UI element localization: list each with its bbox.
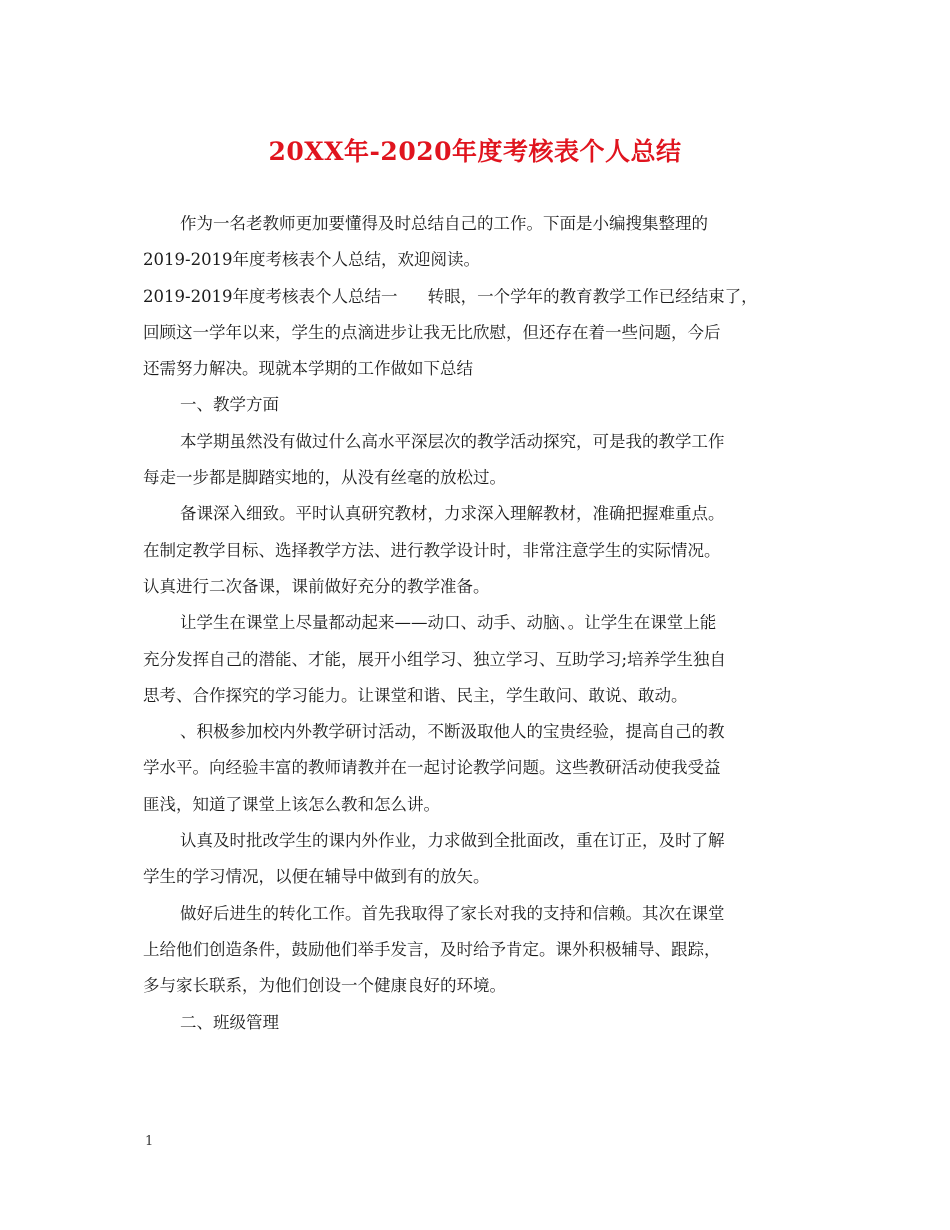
document-body xyxy=(143,206,823,1041)
text-line xyxy=(143,750,823,786)
text-line-content: 让学生在课堂上尽量都动起来——动口、动手、动脑、。让学生在课堂上能 xyxy=(180,613,717,633)
text-line-content: 学生的学习情况，以便在辅导中做到有的放矢。 xyxy=(143,867,490,887)
text-line-content: 回顾这一学年以来，学生的点滴进步让我无比欣慰，但还存在着一些问题，今后 xyxy=(143,322,721,342)
text-line xyxy=(143,206,823,242)
text-line-content: 做好后进生的转化工作。首先我取得了家长对我的支持和信赖。其次在课堂 xyxy=(180,903,725,923)
text-line xyxy=(143,569,823,605)
text-line-content: 、积极参加校内外教学研讨活动，不断汲取他人的宝贵经验，提高自己的教 xyxy=(180,722,725,742)
text-line xyxy=(143,787,823,823)
text-line xyxy=(143,642,823,678)
page-number: 1 xyxy=(145,1134,154,1149)
text-line-content: 思考、合作探究的学习能力。让课堂和谐、民主，学生敢问、敢说、敢动。 xyxy=(143,685,688,705)
text-line xyxy=(143,242,823,278)
text-line xyxy=(143,605,823,641)
text-line xyxy=(143,823,823,859)
text-line-content: 充分发挥自己的潜能、才能，展开小组学习、独立学习、互助学习;培养学生独自 xyxy=(143,649,727,669)
text-line xyxy=(143,1005,823,1041)
text-line xyxy=(143,315,823,351)
text-line-content: 认真及时批改学生的课内外作业，力求做到全批面改，重在订正，及时了解 xyxy=(180,831,725,851)
text-line xyxy=(143,279,823,315)
text-line-content: 还需努力解决。现就本学期的工作做如下总结 xyxy=(143,359,473,379)
text-line xyxy=(143,968,823,1004)
text-line xyxy=(143,424,823,460)
text-line-content: 认真进行二次备课，课前做好充分的教学准备。 xyxy=(143,576,490,596)
text-line xyxy=(143,496,823,532)
text-line-content: 2019-2019年度考核表个人总结，欢迎阅读。 xyxy=(143,250,481,270)
text-line-content: 2019-2019年度考核表个人总结一 xyxy=(143,286,398,306)
text-line-content: 匪浅，知道了课堂上该怎么教和怎么讲。 xyxy=(143,794,440,814)
text-line xyxy=(143,678,823,714)
text-line xyxy=(143,896,823,932)
text-line-content: 二、班级管理 xyxy=(180,1012,279,1032)
text-line-content: 作为一名老教师更加要懂得及时总结自己的工作。下面是小编搜集整理的 xyxy=(180,214,708,233)
text-line-content: 在制定教学目标、选择教学方法、进行教学设计时，非常注意学生的实际情况。 xyxy=(143,540,721,560)
text-line-content: 每走一步都是脚踏实地的，从没有丝毫的放松过。 xyxy=(143,468,506,488)
document-title: 20XX年-2020年度考核表个人总结 xyxy=(268,137,682,166)
text-line xyxy=(143,351,823,387)
text-line-content: 多与家长联系，为他们创设一个健康良好的环境。 xyxy=(143,976,506,996)
text-line-content: 一、教学方面 xyxy=(180,395,279,415)
text-line-content: 学水平。向经验丰富的教师请教并在一起讨论教学问题。这些教研活动使我受益 xyxy=(143,758,721,778)
text-line-continuation: 转眼，一个学年的教育教学工作已经结束了， xyxy=(427,286,758,306)
text-line-content: 本学期虽然没有做过什么高水平深层次的教学活动探究，可是我的教学工作 xyxy=(180,431,725,451)
text-line xyxy=(143,859,823,895)
text-line xyxy=(143,714,823,750)
text-line xyxy=(143,460,823,496)
text-line-content: 备课深入细致。平时认真研究教材，力求深入理解教材，准确把握难重点。 xyxy=(180,504,725,524)
text-line-content: 上给他们创造条件，鼓励他们举手发言，及时给予肯定。课外积极辅导、跟踪， xyxy=(143,939,721,959)
text-line xyxy=(143,533,823,569)
text-line xyxy=(143,932,823,968)
text-line xyxy=(143,387,823,423)
